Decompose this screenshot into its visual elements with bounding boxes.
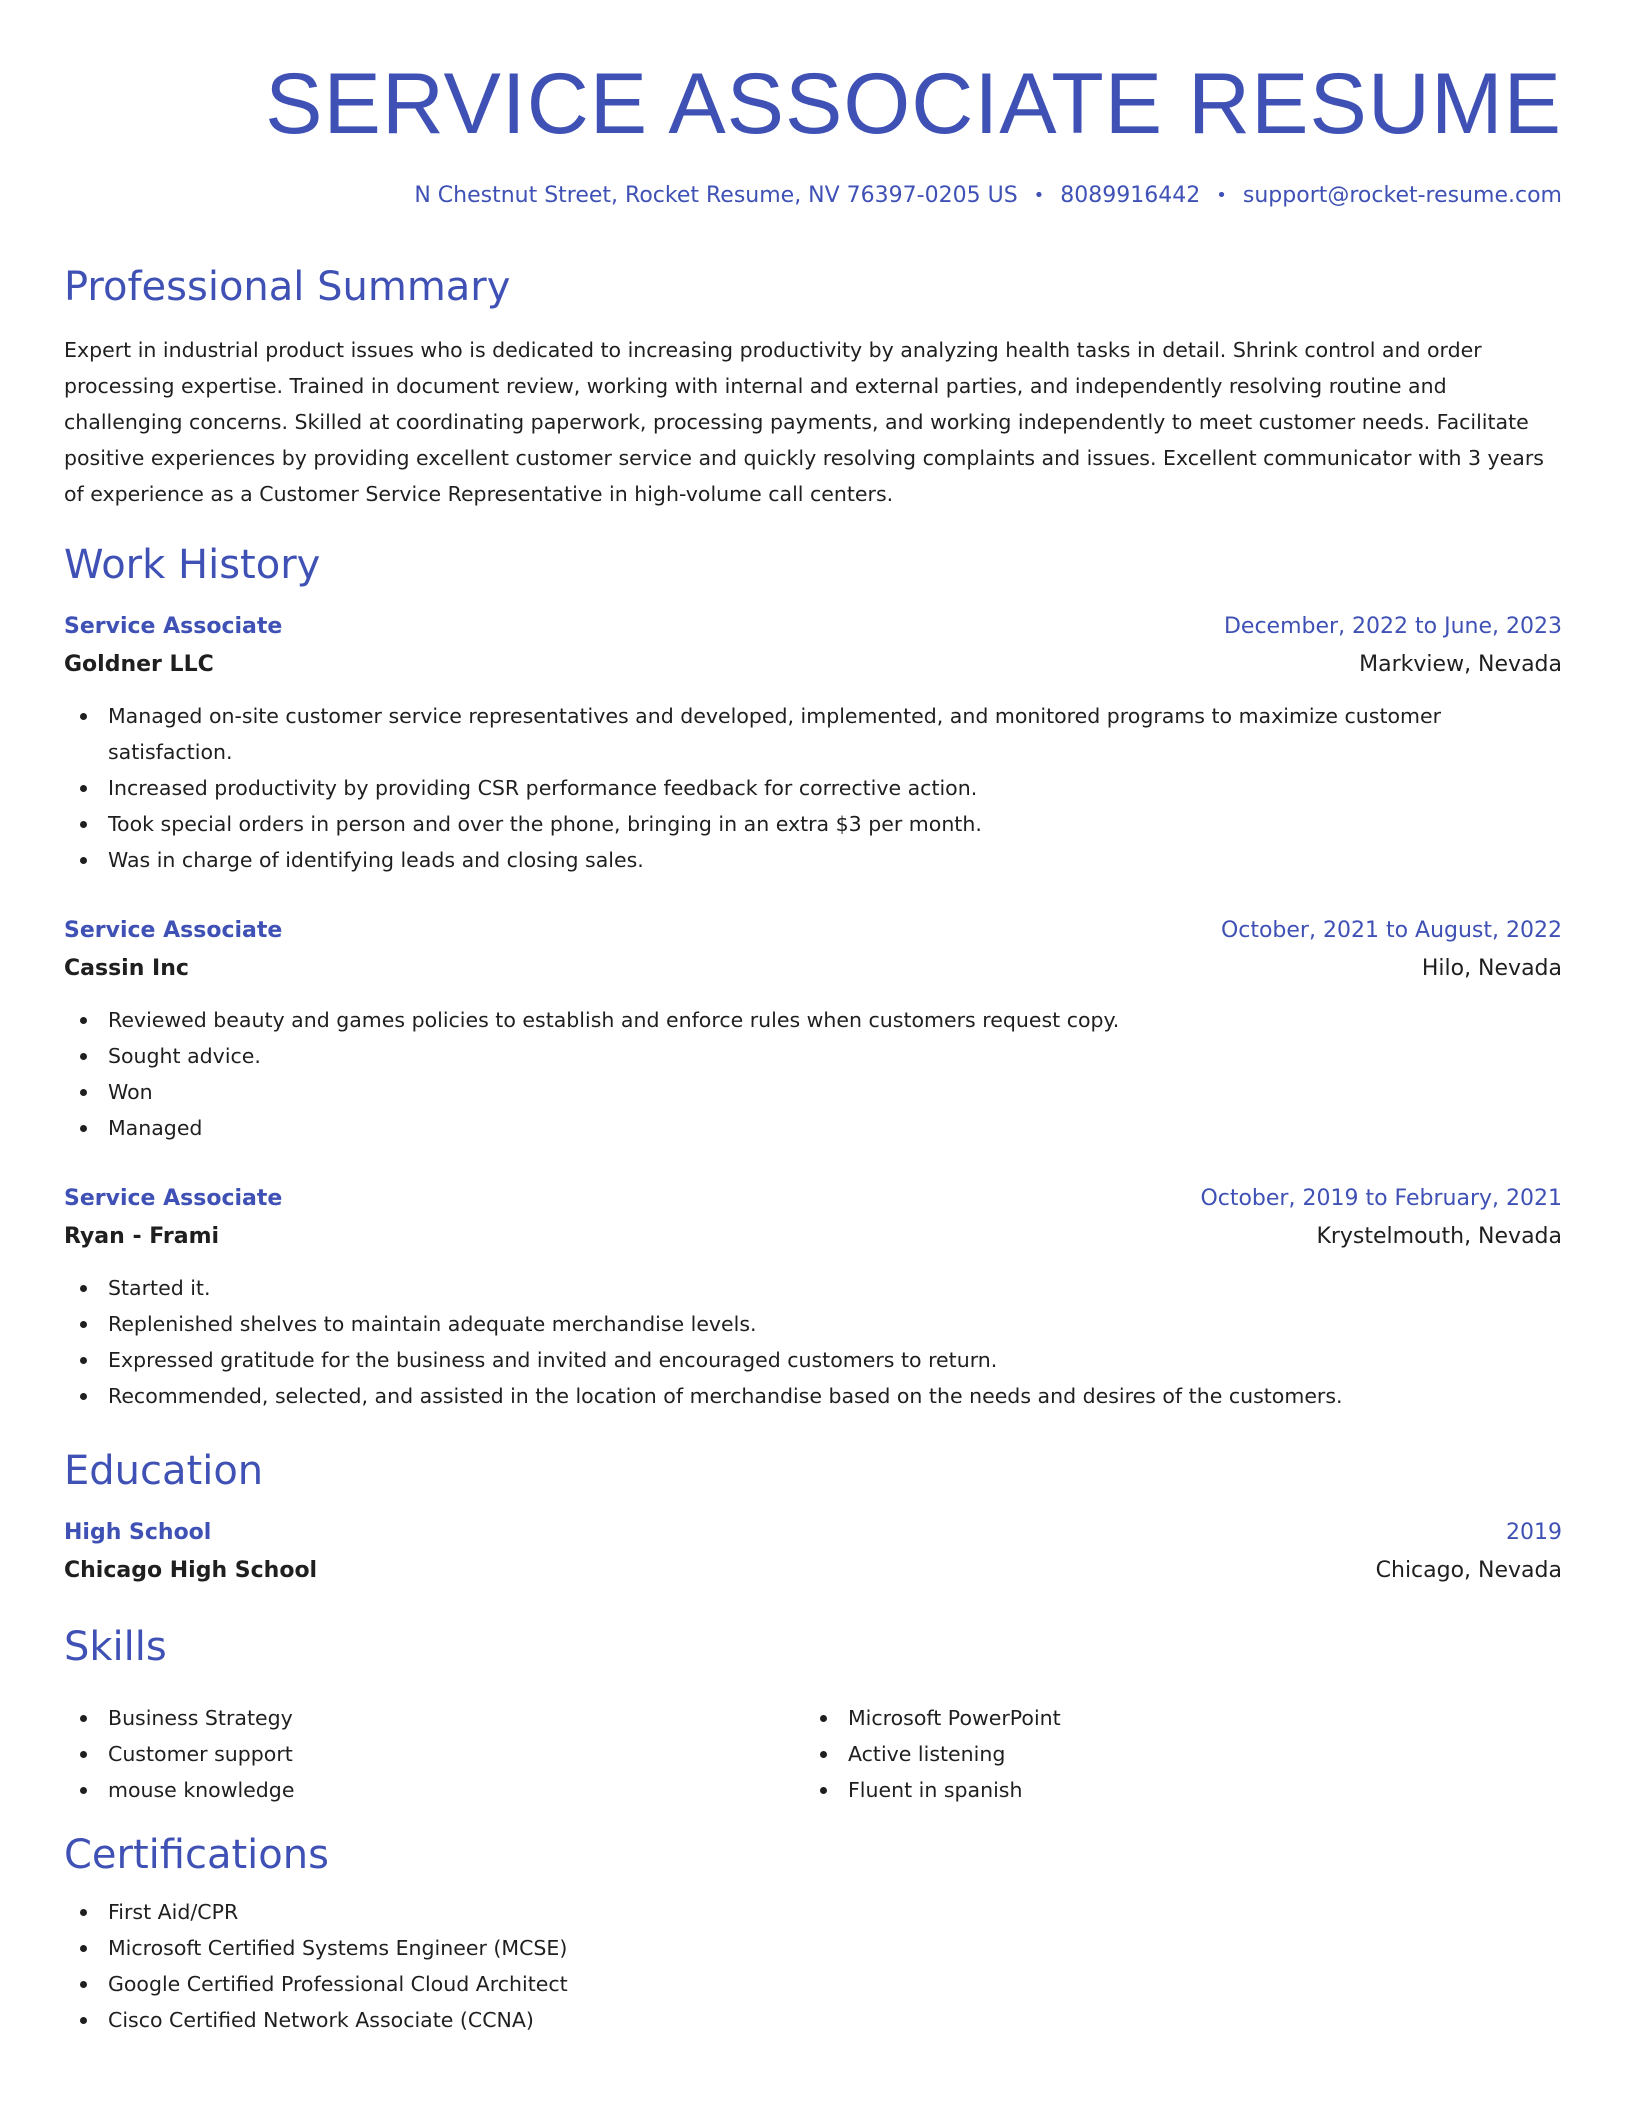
job-company: Goldner LLC (64, 652, 214, 677)
education-entry (64, 1514, 1562, 1590)
list-item: Fluent in spanish (804, 1772, 1061, 1808)
job-role: Service Associate (64, 614, 283, 639)
job-dates: December, 2022 to June, 2023 (1223, 614, 1562, 639)
school-location: Chicago, Nevada (1375, 1558, 1562, 1583)
job-bullets (64, 1002, 1562, 1146)
job-location: Krystelmouth, Nevada (1316, 1224, 1562, 1249)
certification-bullets (64, 1894, 1562, 2038)
list-item: Increased productivity by providing CSR performance feedback for corrective action. (64, 770, 1562, 806)
list-item: Microsoft PowerPoint (804, 1700, 1061, 1736)
separator-dot: • (1033, 185, 1045, 206)
job-role: Service Associate (64, 918, 283, 943)
phone: 8089916442 (1060, 183, 1201, 208)
job-location: Hilo, Nevada (1421, 956, 1562, 981)
job-company: Ryan - Frami (64, 1224, 220, 1249)
resume-page (64, 0, 1562, 2112)
job-location: Markview, Nevada (1359, 652, 1562, 677)
email-link[interactable]: support@rocket-resume.com (1242, 183, 1562, 208)
summary-heading: Professional Summary (64, 264, 511, 310)
list-item: Won (64, 1074, 1562, 1110)
separator-dot: • (1216, 185, 1227, 206)
skills-column-2 (804, 1700, 1061, 1808)
list-item: Replenished shelves to maintain adequate merchandise levels. (64, 1306, 1562, 1342)
certifications-heading: Certifications (64, 1832, 329, 1878)
list-item: Microsoft Certified Systems Engineer (MCSE) (64, 1930, 1562, 1966)
job-bullets (64, 1270, 1562, 1414)
skills-column-1 (64, 1700, 294, 1808)
job-role: Service Associate (64, 1186, 283, 1211)
work-history-heading: Work History (64, 542, 321, 588)
job-company: Cassin Inc (64, 956, 189, 981)
list-item: Cisco Certified Network Associate (CCNA) (64, 2002, 1562, 2038)
education-heading: Education (64, 1448, 264, 1494)
list-item: Reviewed beauty and games policies to establish and enforce rules when customers request copy. (64, 1002, 1562, 1038)
list-item: Business Strategy (64, 1700, 294, 1736)
list-item: Started it. (64, 1270, 1562, 1306)
list-item: Expressed gratitude for the business and invited and encouraged customers to return. (64, 1342, 1562, 1378)
address: N Chestnut Street, Rocket Resume, NV 76397-0205 US (414, 183, 1018, 208)
job-bullets (64, 698, 1562, 878)
degree: High School (64, 1520, 212, 1545)
list-item: Sought advice. (64, 1038, 1562, 1074)
resume-title: SERVICE ASSOCIATE RESUME (265, 56, 1562, 152)
job-entry (64, 608, 1562, 878)
list-item: Active listening (804, 1736, 1061, 1772)
list-item: Was in charge of identifying leads and closing sales. (64, 842, 1562, 878)
job-entry (64, 912, 1562, 1146)
job-dates: October, 2019 to February, 2021 (1200, 1186, 1562, 1211)
school-name: Chicago High School (64, 1558, 318, 1583)
contact-line (414, 180, 1562, 213)
list-item: First Aid/CPR (64, 1894, 1562, 1930)
list-item: Managed on-site customer service representatives and developed, implemented, and monitored programs to maximize customer satisfaction. (64, 698, 1562, 770)
list-item: Customer support (64, 1736, 294, 1772)
list-item: Recommended, selected, and assisted in the location of merchandise based on the needs and desires of the customers. (64, 1378, 1562, 1414)
skills-list (64, 1700, 1562, 1820)
summary-text: Expert in industrial product issues who is dedicated to increasing productivity by analyzing health tasks in detail. Shrink control and order processing expertise. Trained in document review, working with internal and external parties, and independently resolving routine and challenging concerns. Skilled at coordinating paperwork, processing payments, and working independently to meet customer needs. Facilitate positive experiences by providing excellent customer service and quickly resolving complaints and issues. Excellent communicator with 3 years of experience as a Customer Service Representative in high-volume call centers. (64, 338, 1544, 506)
list-item: mouse knowledge (64, 1772, 294, 1808)
skills-heading: Skills (64, 1624, 167, 1670)
certifications-list (64, 1894, 1562, 2038)
list-item: Google Certified Professional Cloud Architect (64, 1966, 1562, 2002)
graduation-year: 2019 (1506, 1520, 1562, 1545)
list-item: Took special orders in person and over the phone, bringing in an extra $3 per month. (64, 806, 1562, 842)
list-item: Managed (64, 1110, 1562, 1146)
job-entry (64, 1180, 1562, 1414)
job-dates: October, 2021 to August, 2022 (1220, 918, 1562, 943)
